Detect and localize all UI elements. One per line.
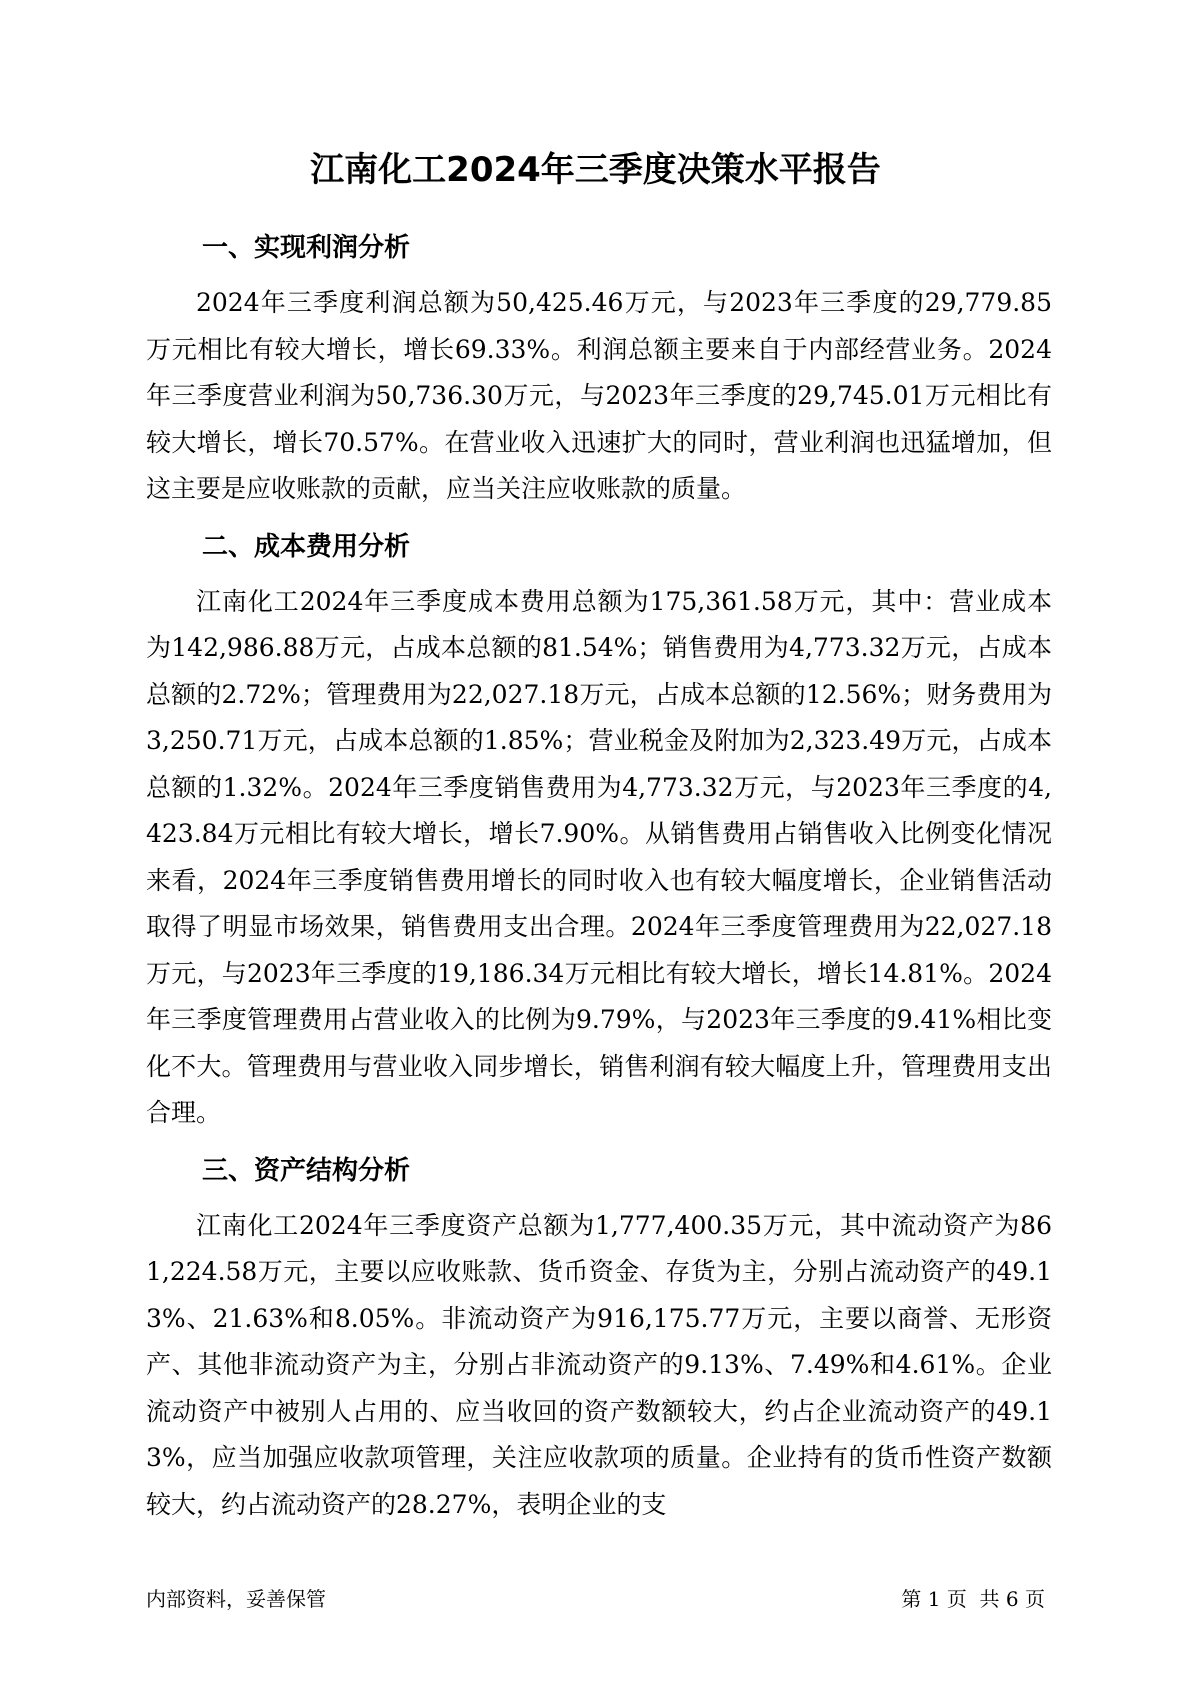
- page-current: 1: [927, 1587, 941, 1611]
- page-label-suffix: 页: [1025, 1587, 1045, 1611]
- section-cost-analysis: [146, 527, 1052, 1137]
- page-total: 6: [1005, 1587, 1019, 1611]
- section-asset-structure: [146, 1151, 1052, 1529]
- page-label-prefix: 第: [901, 1587, 922, 1611]
- section-heading: 二、成本费用分析: [202, 531, 411, 562]
- footer-page-number: [901, 1586, 1045, 1612]
- document-title: 江南化工2024年三季度决策水平报告: [310, 150, 881, 190]
- section-paragraph: 江南化工2024年三季度成本费用总额为175,361.58万元，其中：营业成本为142,986.88万元，占成本总额的81.54%；销售费用为4,773.32万元，占成本总额的2.72%；管理费用为22,027.18万元，占成本总额的12.56%；财务费用为3,250.71万元，占成本总额的1.85%；营业税金及附加为2,323.49万元，占成本总额的1.32%。2024年三季度销售费用为4,773.32万元，与2023年三季度的4,423.84万元相比有较大增长，增长7.90%。从销售费用占销售收入比例变化情况来看，2024年三季度销售费用增长的同时收入也有较大幅度增长，企业销售活动取得了明显市场效果，销售费用支出合理。2024年三季度管理费用为22,027.18万元，与2023年三季度的19,186.34万元相比有较大增长，增长14.81%。2024年三季度管理费用占营业收入的比例为9.79%，与2023年三季度的9.41%相比变化不大。管理费用与营业收入同步增长，销售利润有较大幅度上升，管理费用支出合理。: [146, 586, 1052, 1127]
- section-heading: 三、资产结构分析: [202, 1155, 411, 1186]
- footer-confidential-note: 内部资料，妥善保管: [146, 1587, 326, 1611]
- document-body: [146, 228, 1052, 1542]
- page-total-prefix: 共: [979, 1587, 1000, 1611]
- section-profit-analysis: [146, 228, 1052, 513]
- page-label-mid: 页: [946, 1587, 967, 1611]
- section-paragraph: 江南化工2024年三季度资产总额为1,777,400.35万元，其中流动资产为861,224.58万元，主要以应收账款、货币资金、存货为主，分别占流动资产的49.13%、21.63%和8.05%。非流动资产为916,175.77万元，主要以商誉、无形资产、其他非流动资产为主，分别占非流动资产的9.13%、7.49%和4.61%。企业流动资产中被别人占用的、应当收回的资产数额较大，约占企业流动资产的49.13%，应当加强应收款项管理，关注应收款项的质量。企业持有的货币性资产数额较大，约占流动资产的28.27%，表明企业的支: [146, 1210, 1052, 1519]
- section-paragraph: 2024年三季度利润总额为50,425.46万元，与2023年三季度的29,779.85万元相比有较大增长，增长69.33%。利润总额主要来自于内部经营业务。2024年三季度营业利润为50,736.30万元，与2023年三季度的29,745.01万元相比有较大增长，增长70.57%。在营业收入迅速扩大的同时，营业利润也迅猛增加，但这主要是应收账款的贡献，应当关注应收账款的质量。: [146, 288, 1052, 503]
- section-heading: 一、实现利润分析: [202, 233, 411, 263]
